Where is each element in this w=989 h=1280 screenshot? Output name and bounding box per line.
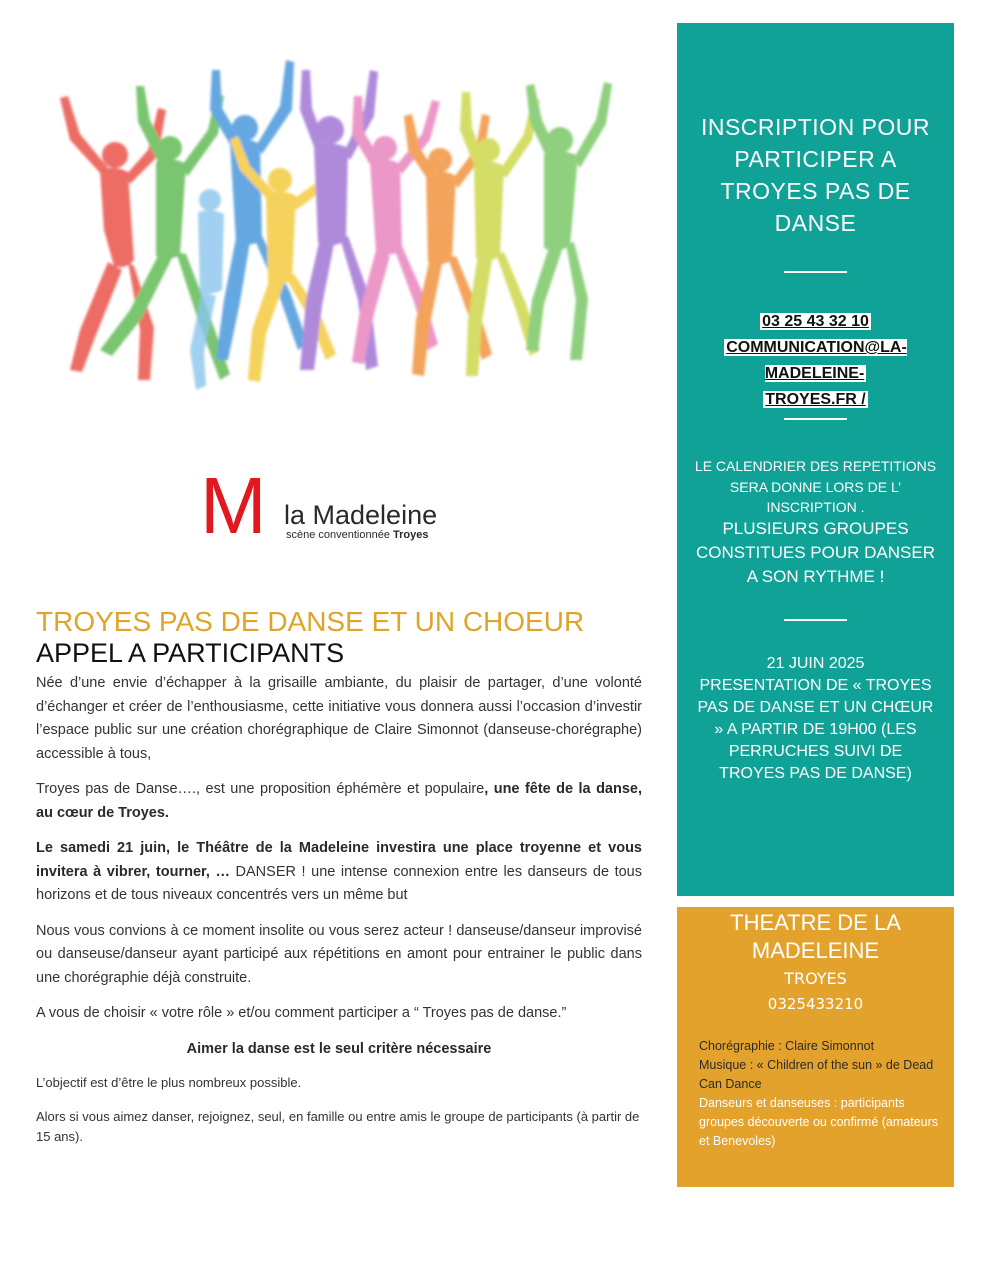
main-content bbox=[36, 606, 642, 1161]
paragraph-event-text: DANSER ! une intense connexion entre les danseurs de tous horizons et de tous niveaux concentrés vers un même but bbox=[36, 863, 642, 903]
paragraph-proposition bbox=[36, 778, 642, 825]
registration-heading: INSCRIPTION POUR PARTICIPER A TROYES PAS DE DANSE bbox=[700, 114, 931, 236]
theatre-city: TROYES bbox=[784, 969, 847, 988]
logo-tagline bbox=[286, 529, 429, 541]
credit-dancers: Danseurs et danseuses : participants groupes découverte ou confirmé (amateurs et Benevoles) bbox=[699, 1096, 939, 1148]
logo-name: la Madeleine bbox=[284, 500, 438, 530]
calendar-note: LE CALENDRIER DES REPETITIONS SERA DONNE LORS DE L’ INSCRIPTION . bbox=[694, 458, 937, 515]
contact-email-link-continued[interactable]: TROYES.FR / bbox=[765, 391, 866, 408]
logo-mark: M bbox=[200, 461, 267, 550]
groups-note: PLUSIEURS GROUPES CONSTITUES POUR DANSER A SON RYTHME ! bbox=[696, 519, 935, 586]
paragraph-proposition-text: Troyes pas de Danse…., est une proposition éphémère et populaire bbox=[36, 781, 485, 797]
theatre-box bbox=[677, 907, 954, 1187]
contact-block bbox=[677, 309, 954, 413]
dancers-watercolor-illustration bbox=[30, 30, 640, 410]
paragraph-event-bold: Le samedi 21 juin, le Théâtre de la Madeleine investira une place troyenne et vous invitera à vibrer, tourner, … bbox=[36, 840, 642, 880]
main-subtitle: APPEL A PARTICIPANTS bbox=[36, 638, 345, 668]
contact-email-link[interactable]: COMMUNICATION@LA-MADELEINE- bbox=[726, 339, 907, 382]
paragraph-join: Alors si vous aimez danser, rejoignez, seul, en famille ou entre amis le groupe de participants (à partir de 15 ans). bbox=[36, 1109, 640, 1144]
main-title: TROYES PAS DE DANSE ET UN CHOEUR bbox=[36, 606, 585, 637]
la-madeleine-logo bbox=[200, 461, 500, 550]
paragraph-objective: L’objectif est d’être le plus nombreux possible. bbox=[36, 1075, 302, 1090]
paragraph-proposition-bold: , une fête de la danse, au cœur de Troyes. bbox=[36, 781, 643, 821]
registration-sidebar bbox=[677, 23, 954, 896]
paragraph-intro: Née d’une envie d’échapper à la grisaille ambiante, du plaisir de partager, d’une volonté d’échanger et créer de l’enthousiasme, cette initiative vous donnera aussi l’occasion d’investir l’espace public sur une création chorégraphique de Claire Simonnot (danseuse-chorégraphe) accessible à tous, bbox=[36, 675, 642, 762]
sidebar-divider bbox=[784, 619, 847, 621]
paragraph-choose-role: A vous de choisir « votre rôle » et/ou comment participer a “ Troyes pas de danse.” bbox=[36, 1005, 567, 1021]
criterion-text: Aimer la danse est le seul critère nécessaire bbox=[186, 1040, 492, 1057]
theatre-phone: 0325433210 bbox=[767, 995, 864, 1013]
theatre-title: THEATRE DE LA MADELEINE bbox=[730, 910, 901, 963]
event-presentation: PRESENTATION DE « TROYES PAS DE DANSE ET UN CHŒUR » A PARTIR DE 19H00 (LES PERRUCHES SUIVI DE TROYES PAS DE DANSE) bbox=[697, 677, 934, 782]
paragraph-criterion bbox=[36, 1038, 642, 1062]
logo-tagline-prefix: scène conventionnée bbox=[286, 529, 394, 541]
paragraph-invitation: Nous vous convions à ce moment insolite ou vous serez acteur ! danseuse/danseur improvisé ou danseuse/danseur ayant participé aux répétitions en amont pour entrainer le public dans une chorégraphie déjà construite. bbox=[36, 922, 642, 986]
sidebar-divider bbox=[784, 271, 847, 273]
event-date-block bbox=[697, 653, 934, 785]
credit-music: Musique : « Children of the sun » de Dead Can Dance bbox=[699, 1058, 934, 1091]
contact-phone-link[interactable]: 03 25 43 32 10 bbox=[762, 313, 869, 330]
paragraph-event bbox=[36, 837, 642, 908]
event-date: 21 JUIN 2025 bbox=[766, 655, 865, 672]
logo-tagline-city: Troyes bbox=[393, 529, 429, 541]
credit-choreography: Chorégraphie : Claire Simonnot bbox=[699, 1039, 875, 1053]
credits-block bbox=[699, 1037, 939, 1151]
sidebar-divider bbox=[784, 418, 847, 420]
